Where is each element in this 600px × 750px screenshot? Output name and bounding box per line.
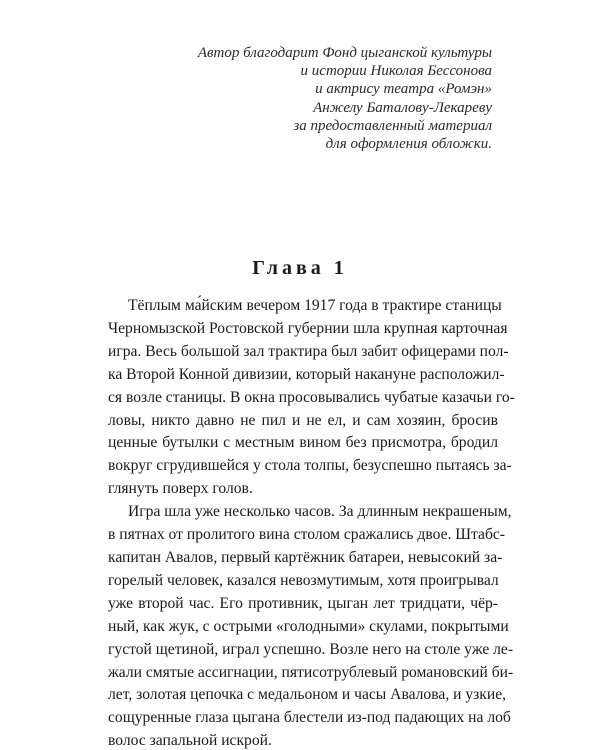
text-line: в пятнах от пролитого вина столом сражались двое. Штабс- <box>108 526 506 544</box>
acknowledgment-line: за предоставленный материал <box>293 117 492 134</box>
acknowledgment-line: для оформления обложки. <box>325 136 492 153</box>
paragraph-1 <box>108 295 515 501</box>
text-line: глянуть поверх голов. <box>108 480 253 498</box>
text-line: Тёплым ма́йским вечером 1917 года в трактире станицы <box>128 297 502 314</box>
text-line: густой щетиной, играл успешно. Возле него на столе уже ле- <box>108 640 514 658</box>
acknowledgment-epigraph <box>152 44 492 153</box>
text-line: ка Второй Конной дивизии, который накануне расположил- <box>108 365 505 383</box>
text-line: Черномызской Ростовской губернии шла крупная карточная <box>108 319 508 337</box>
text-line: жали смятые ассигнации, пятисотрублевый романовский би- <box>108 663 514 681</box>
text-line: Игра шла уже несколько часов. За длинным некрашеным, <box>128 503 512 521</box>
text-line: ся возле станицы. В окна просовывались чубатые казачьи го- <box>108 388 515 406</box>
text-line: игра. Весь большой зал трактира был забит офицерами пол- <box>108 342 509 360</box>
text-line: капитан Авалов, первый картёжник батареи, невысокий за- <box>108 548 503 566</box>
text-line: вокруг сгрудившейся у стола толпы, безуспешно пытаясь за- <box>108 457 512 475</box>
acknowledgment-line: и истории Николая Бессонова <box>300 63 492 80</box>
text-line: волос запальной искрой. <box>108 732 272 750</box>
acknowledgment-line: Анжелу Баталову-Лекареву <box>313 99 492 116</box>
acknowledgment-line: и актрису театра «Ромэн» <box>315 81 492 98</box>
text-line: ценные бутылки с местным вином без присмотра, бродил <box>108 434 498 452</box>
text-line: лет, золотая цепочка с медальоном и часы Авалова, и узкие, <box>108 686 507 704</box>
acknowledgment-line: Автор благодарит Фонд цыганской культуры <box>197 45 492 61</box>
chapter-title: Глава 1 <box>252 257 348 279</box>
text-line: уже второй час. Его противник, цыган лет тридцати, чёр- <box>108 594 498 612</box>
text-line: сощуренные глаза цыгана блестели из-под падающих на лоб <box>108 709 511 727</box>
text-line: горелый человек, казался невозмутимым, хотя проигрывал <box>108 571 499 589</box>
paragraph-2 <box>108 501 514 750</box>
text-line: ный, как жук, с острыми «голодными» скулами, покрытыми <box>108 617 509 635</box>
text-line: ловы, никто давно не пил и не ел, и сам хозяин, бросив <box>108 411 498 429</box>
chapter-body <box>108 295 515 750</box>
